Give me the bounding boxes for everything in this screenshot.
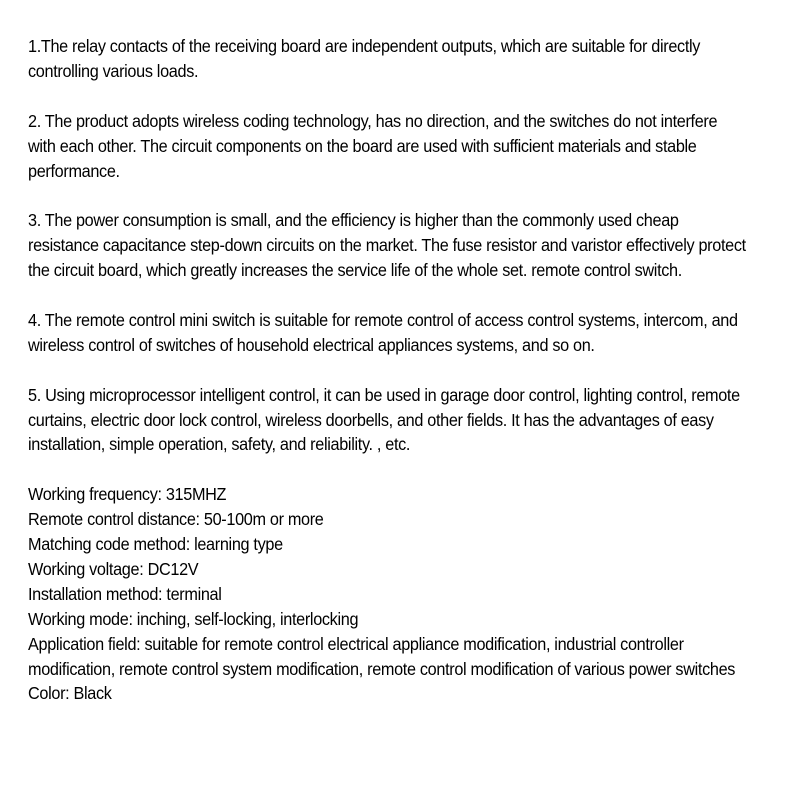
spec-matching-code-method: Matching code method: learning type (28, 534, 283, 555)
feature-paragraph-2: 2. The product adopts wireless coding technology, has no direction, and the switches do not interfere with each other. The circuit components on the board are used with sufficient materials and stable performance. (28, 110, 718, 181)
spec-working-mode: Working mode: inching, self-locking, interlocking (28, 608, 359, 629)
feature-paragraph-3: 3. The power consumption is small, and the efficiency is higher than the commonly used cheap resistance capacitance step-down circuits on the market. The fuse resistor and varistor effectively protect the circuit board, which greatly increases the service life of the whole set. remote control switch. (28, 210, 746, 281)
spec-remote-distance: Remote control distance: 50-100m or more (28, 509, 324, 530)
spec-working-voltage: Working voltage: DC12V (28, 558, 199, 579)
spec-working-frequency: Working frequency: 315MHZ (28, 484, 227, 505)
spec-list (28, 482, 746, 706)
feature-paragraph-4: 4. The remote control mini switch is suitable for remote control of access control systems, intercom, and wireless control of switches of household electrical appliances systems, and so on. (28, 309, 738, 355)
spec-application-field: Application field: suitable for remote control electrical appliance modification, industrial controller modification, remote control system modification, remote control modification of various power switches (28, 633, 736, 679)
feature-paragraph-1: 1.The relay contacts of the receiving board are independent outputs, which are suitable for directly controlling various loads. (28, 36, 701, 81)
spec-installation-method: Installation method: terminal (28, 583, 222, 604)
feature-paragraph-5: 5. Using microprocessor intelligent control, it can be used in garage door control, lighting control, remote curtains, electric door lock control, wireless doorbells, and other fields. It has the advantages of easy installation, simple operation, safety, and reliability. , etc. (28, 384, 740, 455)
product-description (28, 34, 746, 706)
spec-color: Color: Black (28, 683, 112, 704)
